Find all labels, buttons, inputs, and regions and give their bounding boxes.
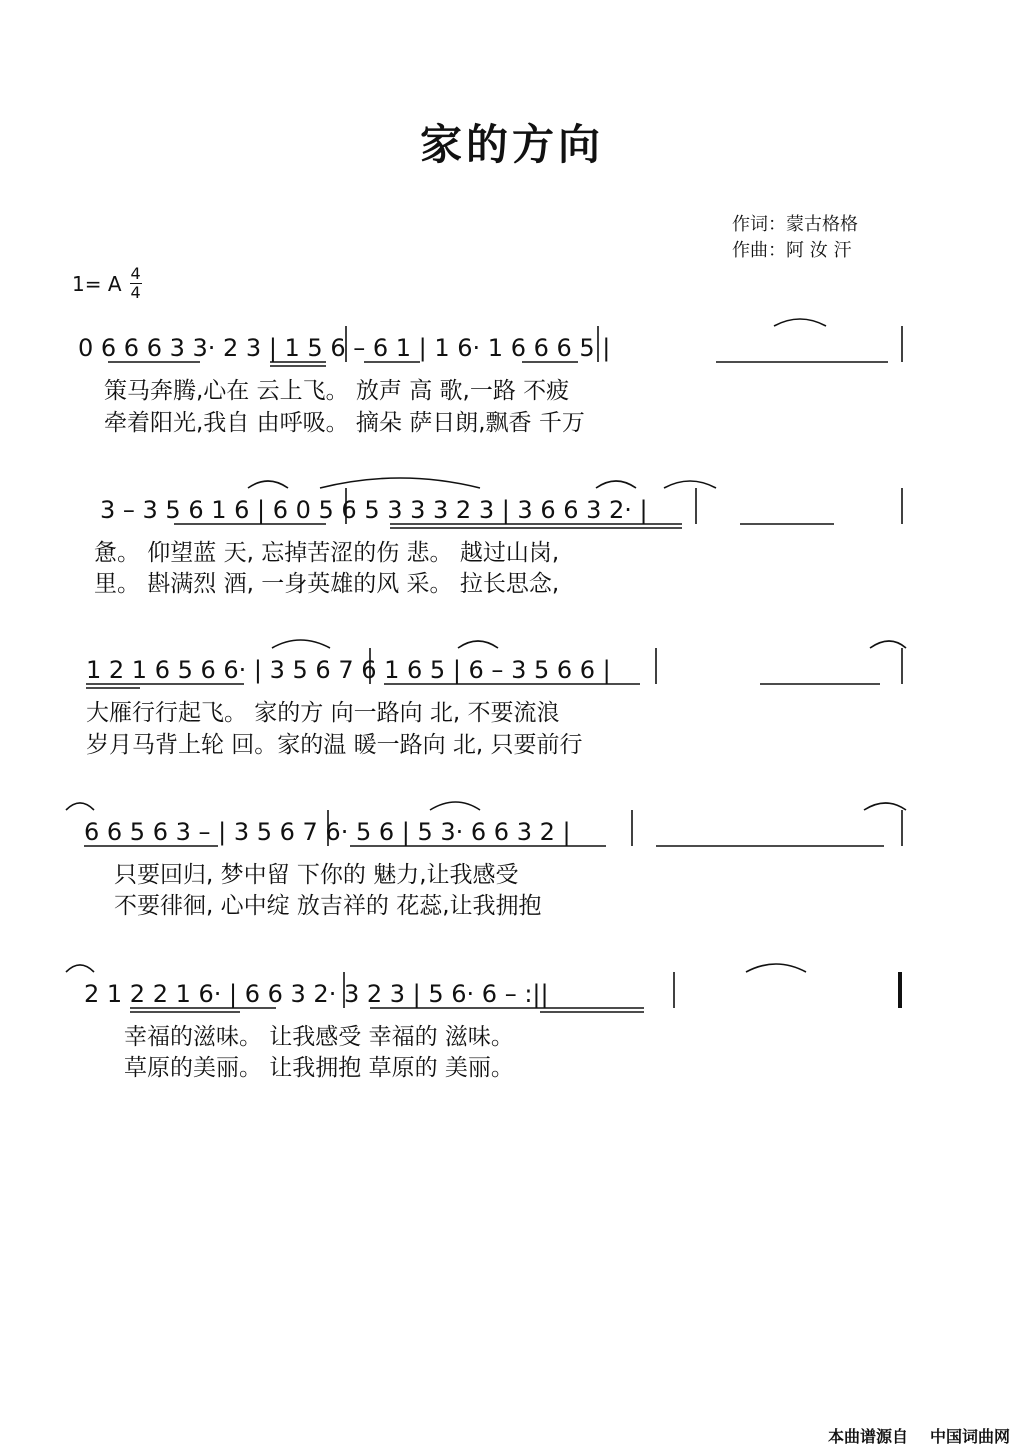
system-3-lyric-1: 大雁行行起飞。 家的方 向一路向 北, 不要流浪 bbox=[86, 700, 560, 726]
system-5 bbox=[84, 980, 549, 1081]
system-2-notes: 3 – 3 5 6 1 6 | 6 0 5 6 5 3 3 3 2 3 | 3 6 6 3 2· | bbox=[100, 496, 648, 524]
system-5-lyric-2: 草原的美丽。 让我拥抱 草原的 美丽。 bbox=[124, 1055, 514, 1081]
system-1-notes: 0 6 6 6 3 3· 2 3 | 1 5 6 – 6 1 | 1 6· 1 6 6 6 5 | bbox=[78, 334, 611, 362]
system-4-lyric-1: 只要回归, 梦中留 下你的 魅力,让我感受 bbox=[114, 862, 519, 888]
system-2-lyric-2: 里。 斟满烈 酒, 一身英雄的风 采。 拉长思念, bbox=[94, 571, 560, 597]
source-footer bbox=[828, 1424, 1010, 1447]
composer-credit: 作曲：阿 汝 汗 bbox=[732, 240, 852, 261]
time-top: 4 bbox=[130, 264, 141, 283]
key-label: 1= A bbox=[72, 271, 122, 296]
system-1-lyric-1: 策马奔腾,心在 云上飞。 放声 高 歌,一路 不疲 bbox=[104, 378, 570, 404]
footer-source-label: 本曲谱源自 bbox=[827, 1427, 908, 1446]
system-4-notes: 6 6 5 6 3 – | 3 5 6 7 6· 5 6 | 5 3· 6 6 3 2 | bbox=[84, 818, 571, 846]
system-5-notes: 2 1 2 2 1 6· | 6 6 3 2· 3 2 3 | 5 6· 6 – :|| bbox=[84, 980, 549, 1008]
system-5-lyric-1: 幸福的滋味。 让我感受 幸福的 滋味。 bbox=[124, 1024, 514, 1050]
system-1-lyric-2: 牵着阳光,我自 由呼吸。 摘朵 萨日朗,飘香 千万 bbox=[104, 410, 585, 436]
system-1 bbox=[78, 334, 610, 436]
lyricist-credit: 作词：蒙古格格 bbox=[732, 214, 858, 235]
system-2 bbox=[94, 496, 648, 597]
system-3-notes: 1 2 1 6 5 6 6· | 3 5 6 7 6 1 6 5 | 6 – 3 5 6 6 | bbox=[86, 656, 611, 684]
song-title: 家的方向 bbox=[419, 120, 604, 169]
system-3 bbox=[86, 656, 611, 758]
system-2-lyric-1: 惫。 仰望蓝 天, 忘掉苦涩的伤 悲。 越过山岗, bbox=[94, 540, 560, 566]
footer-site-name: 中国词曲网 bbox=[929, 1427, 1010, 1446]
system-4-lyric-2: 不要徘徊, 心中绽 放吉祥的 花蕊,让我拥抱 bbox=[114, 893, 542, 919]
time-bottom: 4 bbox=[130, 283, 141, 302]
system-3-lyric-2: 岁月马背上轮 回。家的温 暖一路向 北, 只要前行 bbox=[86, 732, 583, 758]
